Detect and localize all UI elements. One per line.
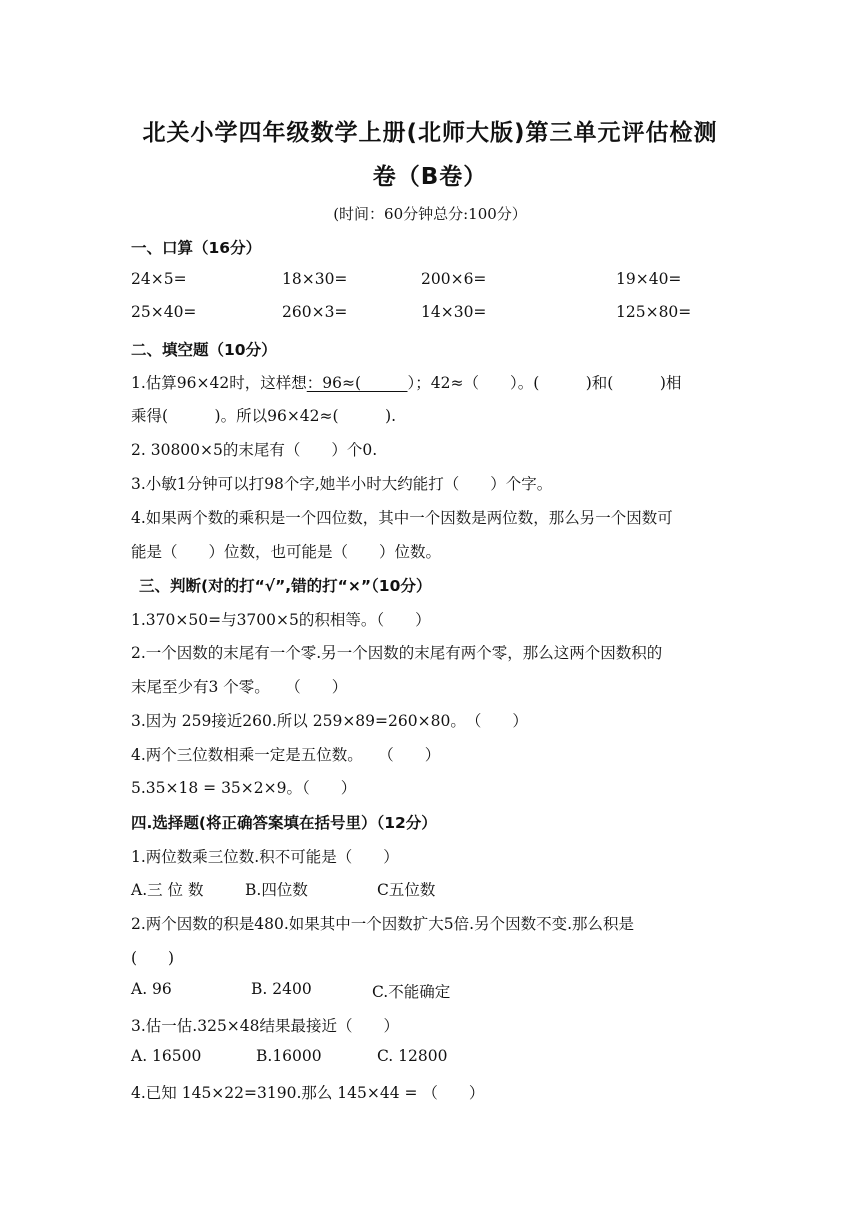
- choice-option: C五位数: [377, 881, 436, 899]
- oral-calc-item: 260×3=: [282, 303, 348, 321]
- section-4-heading: 四.选择题(将正确答案填在括号里）（12分）: [131, 814, 437, 832]
- judge-question-2-line-2: 末尾至少有3 个零。 （ ）: [131, 678, 348, 696]
- choice-option: C. 12800: [377, 1047, 448, 1065]
- exam-subtitle: (时间：60分钟总分:100分）: [333, 205, 527, 223]
- choice-question-2-line-2: ( ): [131, 949, 175, 967]
- fill-question-1-line-2: 乘得( )。所以96×42≈( ).: [131, 407, 397, 425]
- choice-option: B.四位数: [245, 881, 308, 899]
- oral-calc-item: 200×6=: [421, 270, 487, 288]
- choice-question-1: 1.两位数乘三位数.积不可能是（ ）: [131, 848, 399, 866]
- judge-question-4: 4.两个三位数相乘一定是五位数。 （ ）: [131, 746, 441, 764]
- judge-question-1: 1.370×50=与3700×5的积相等。（ ）: [131, 611, 431, 629]
- oral-calc-item: 24×5=: [131, 270, 187, 288]
- choice-question-2-line-1: 2.两个因数的积是480.如果其中一个因数扩大5倍.另个因数不变.那么积是: [131, 915, 635, 933]
- oral-calc-item: 19×40=: [616, 270, 682, 288]
- section-2-heading: 二、填空题（10分）: [131, 341, 277, 359]
- fill-question-1-underlined: ：96≈(: [306, 374, 408, 392]
- choice-option: A.三 位 数: [131, 881, 204, 899]
- fill-question-3: 3.小敏1分钟可以打98个字,她半小时大约能打（ ）个字。: [131, 475, 553, 493]
- judge-question-2-line-1: 2.一个因数的末尾有一个零.另一个因数的末尾有两个零，那么这两个因数积的: [131, 644, 663, 662]
- exam-title-line-1: 北关小学四年级数学上册(北师大版)第三单元评估检测: [142, 120, 718, 146]
- judge-question-5: 5.35×18 = 35×2×9。（ ）: [131, 779, 357, 797]
- choice-option: A. 16500: [131, 1047, 202, 1065]
- choice-option: B. 2400: [251, 980, 312, 998]
- choice-option: A. 96: [131, 980, 172, 998]
- fill-question-4-line-2: 能是（ ）位数，也可能是（ ）位数。: [131, 543, 442, 561]
- section-1-heading: 一、口算（16分）: [131, 239, 262, 257]
- section-3-heading: 三、判断(对的打“√”,错的打“×”（10分）: [139, 577, 432, 595]
- choice-option: B.16000: [256, 1047, 322, 1065]
- fill-question-4-line-1: 4.如果两个数的乘积是一个四位数，其中一个因数是两位数，那么另一个因数可: [131, 509, 673, 527]
- oral-calc-item: 25×40=: [131, 303, 197, 321]
- choice-question-4: 4.已知 145×22=3190.那么 145×44 = （ ）: [131, 1084, 485, 1102]
- choice-question-3: 3.估一估.325×48结果最接近（ ）: [131, 1017, 400, 1035]
- oral-calc-item: 18×30=: [282, 270, 348, 288]
- oral-calc-item: 14×30=: [421, 303, 487, 321]
- exam-title-line-2: 卷（B卷）: [372, 164, 488, 190]
- choice-option: C.不能确定: [372, 983, 451, 1001]
- fill-question-1-text: 1.估算96×42时，这样想: [131, 374, 307, 392]
- fill-question-2: 2. 30800×5的末尾有（ ）个0.: [131, 441, 378, 459]
- fill-question-1-line-1: [131, 371, 681, 393]
- oral-calc-item: 125×80=: [616, 303, 692, 321]
- fill-question-1-text-rest: ）；42≈（ ）。( )和( )相: [407, 374, 682, 392]
- judge-question-3: 3.因为 259接近260.所以 259×89=260×80。 （ ）: [131, 712, 528, 730]
